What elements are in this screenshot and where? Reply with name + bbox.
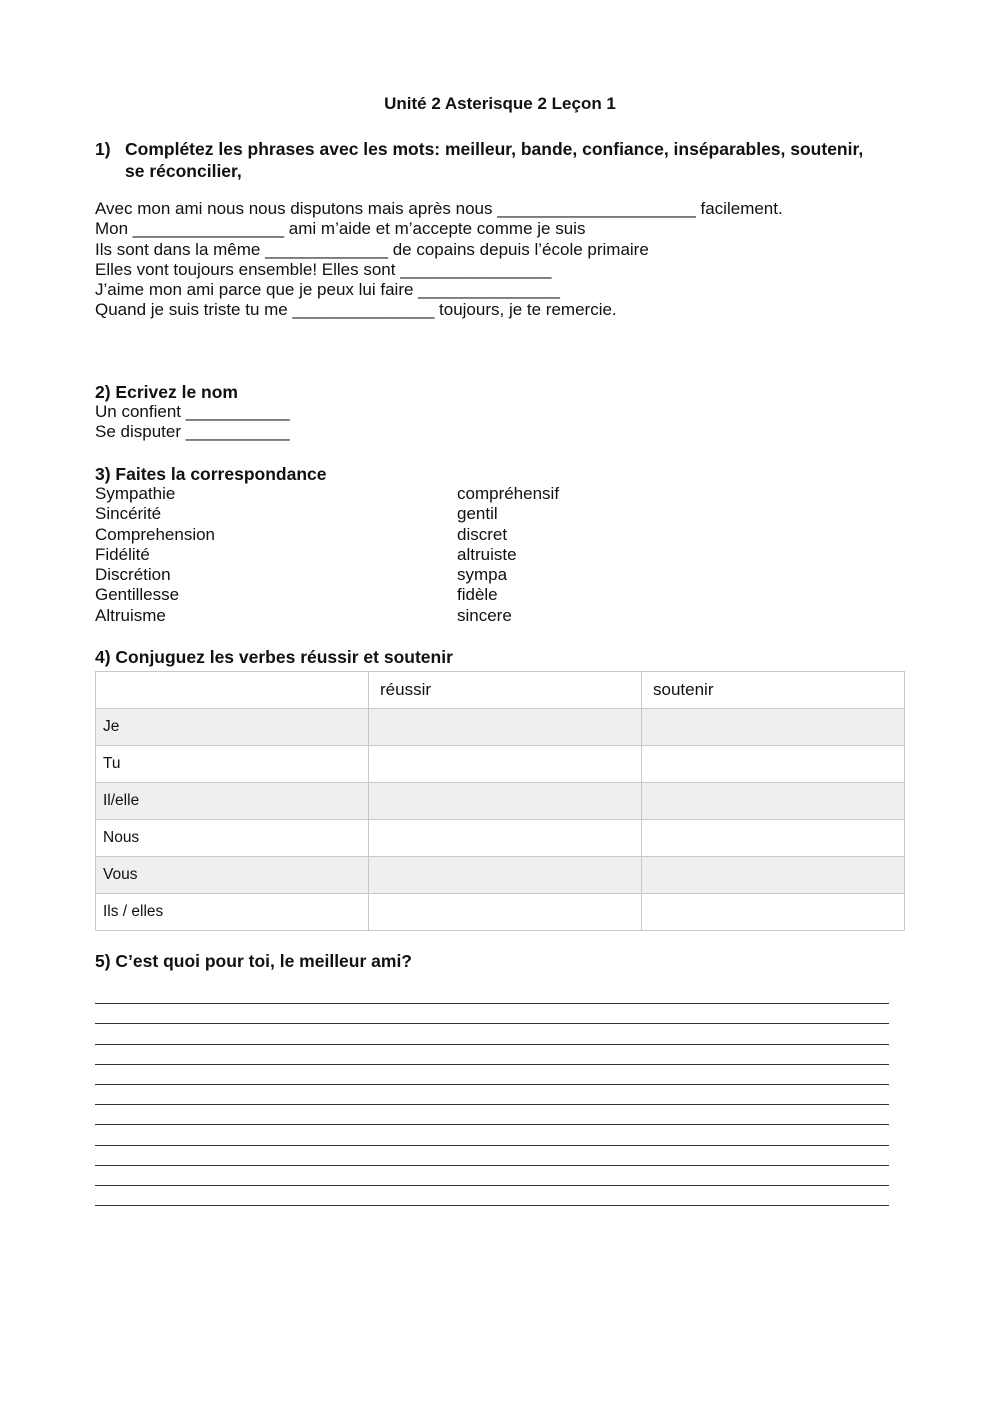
exercise-2-heading: 2) Ecrivez le nom [95, 382, 238, 402]
match-left-item[interactable]: Gentillesse [95, 585, 180, 605]
exercise-1-heading-line-2: se réconcilier, [125, 161, 242, 181]
match-left-item[interactable]: Discrétion [95, 565, 171, 585]
writing-line[interactable] [95, 1146, 889, 1166]
header-cell-blank [96, 672, 369, 709]
sentence-5[interactable]: J’aime mon ami parce que je peux lui faire _______________ [95, 280, 560, 300]
noun-line-2[interactable]: Se disputer ___________ [95, 422, 290, 442]
table-row [96, 894, 905, 931]
pronoun-cell: Vous [96, 857, 369, 894]
answer-cell-soutenir[interactable] [642, 820, 905, 857]
answer-cell-soutenir[interactable] [642, 709, 905, 746]
pronoun-cell: Je [96, 709, 369, 746]
table-row [96, 820, 905, 857]
match-left-item[interactable]: Sincérité [95, 504, 162, 524]
answer-cell-reussir[interactable] [369, 820, 642, 857]
exercise-1-sentences [95, 199, 783, 321]
match-right-item[interactable]: fidèle [457, 585, 498, 605]
match-left-item[interactable]: Sympathie [95, 484, 176, 503]
exercise-5-heading: 5) C’est quoi pour toi, le meilleur ami? [95, 951, 412, 971]
table-row [96, 857, 905, 894]
header-cell-reussir: réussir [369, 672, 642, 709]
writing-line[interactable] [95, 1004, 889, 1024]
writing-line[interactable] [95, 1186, 889, 1206]
writing-line[interactable] [95, 1125, 889, 1145]
sentence-3[interactable]: Ils sont dans la même _____________ de copains depuis l’école primaire [95, 239, 649, 259]
writing-line[interactable] [95, 984, 889, 1004]
answer-writing-lines [95, 984, 889, 1206]
match-left-item[interactable]: Comprehension [95, 524, 216, 544]
pronoun-cell: Tu [96, 746, 369, 783]
answer-cell-soutenir[interactable] [642, 894, 905, 931]
table-row [96, 709, 905, 746]
matching-right-column [457, 484, 559, 626]
match-right-item[interactable]: compréhensif [457, 484, 560, 503]
sentence-1[interactable]: Avec mon ami nous nous disputons mais après nous _____________________ facilement. [95, 199, 783, 218]
table-header-row [96, 672, 905, 709]
match-right-item[interactable]: gentil [457, 504, 498, 524]
match-right-item[interactable]: sincere [457, 605, 512, 625]
exercise-1-number: 1) [95, 139, 111, 159]
match-right-item[interactable]: altruiste [457, 544, 517, 564]
page-title: Unité 2 Asterisque 2 Leçon 1 [384, 94, 616, 113]
exercise-4-heading: 4) Conjuguez les verbes réussir et soutenir [95, 647, 453, 667]
writing-line[interactable] [95, 1045, 889, 1065]
header-cell-soutenir: soutenir [642, 672, 905, 709]
match-left-item[interactable]: Fidélité [95, 544, 150, 564]
table-row [96, 783, 905, 820]
exercise-1-heading [95, 138, 915, 182]
match-right-item[interactable]: discret [457, 524, 508, 544]
exercise-1-heading-line-1: Complétez les phrases avec les mots: meilleur, bande, confiance, inséparables, soutenir, [125, 139, 864, 159]
writing-line[interactable] [95, 1105, 889, 1125]
answer-cell-soutenir[interactable] [642, 857, 905, 894]
writing-line[interactable] [95, 1065, 889, 1085]
writing-line[interactable] [95, 1166, 889, 1186]
match-left-item[interactable]: Altruisme [95, 605, 166, 625]
matching-left-column [95, 484, 215, 626]
conjugation-table [95, 671, 905, 931]
pronoun-cell: Nous [96, 820, 369, 857]
answer-cell-reussir[interactable] [369, 894, 642, 931]
answer-cell-reussir[interactable] [369, 746, 642, 783]
sentence-4[interactable]: Elles vont toujours ensemble! Elles sont ________________ [95, 259, 552, 279]
pronoun-cell: Il/elle [96, 783, 369, 820]
writing-line[interactable] [95, 1024, 889, 1044]
exercise-2-lines [95, 402, 290, 443]
writing-line[interactable] [95, 1085, 889, 1105]
answer-cell-soutenir[interactable] [642, 746, 905, 783]
answer-cell-reussir[interactable] [369, 857, 642, 894]
sentence-6[interactable]: Quand je suis triste tu me _______________ toujours, je te remercie. [95, 300, 617, 320]
answer-cell-reussir[interactable] [369, 709, 642, 746]
match-right-item[interactable]: sympa [457, 565, 508, 585]
noun-line-1[interactable]: Un confient ___________ [95, 402, 290, 421]
answer-cell-reussir[interactable] [369, 783, 642, 820]
sentence-2[interactable]: Mon ________________ ami m’aide et m’accepte comme je suis [95, 219, 586, 239]
exercise-3-heading: 3) Faites la correspondance [95, 464, 327, 484]
answer-cell-soutenir[interactable] [642, 783, 905, 820]
table-row [96, 746, 905, 783]
pronoun-cell: Ils / elles [96, 894, 369, 931]
